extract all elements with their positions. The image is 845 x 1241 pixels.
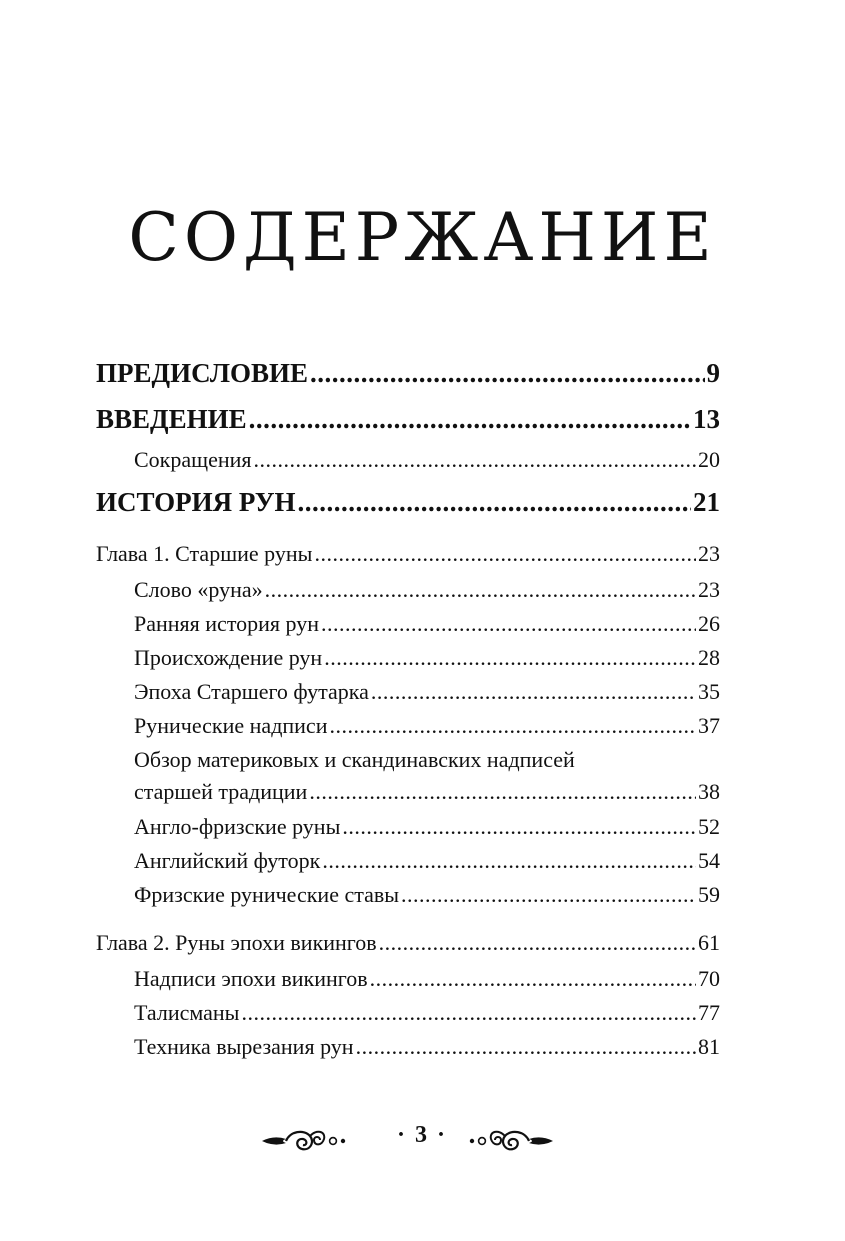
toc-entry-word-rune[interactable] [134, 577, 720, 603]
dot-leader [309, 779, 696, 805]
toc-entry-viking-inscriptions[interactable] [134, 966, 720, 992]
toc-page-number: 23 [698, 577, 720, 602]
toc-entry-chapter-2[interactable] [96, 930, 720, 956]
toc-page-number: 37 [698, 713, 720, 738]
toc-page-number: 21 [693, 487, 720, 517]
toc-entry-introduction[interactable] [96, 404, 720, 435]
dot-leader [401, 882, 696, 908]
dot-leader [379, 930, 696, 956]
toc-entry-title: Эпоха Старшего футарка [134, 679, 369, 704]
toc-entry-elder-futhark-era[interactable] [134, 679, 720, 705]
toc-page-number: 9 [706, 358, 720, 388]
scroll-ornament-icon [260, 1124, 350, 1158]
toc-entry-english-futhorc[interactable] [134, 848, 720, 874]
toc-page-number: 28 [698, 645, 720, 670]
dot-leader [371, 679, 696, 705]
toc-page-number: 59 [698, 882, 720, 907]
toc-entry-title: старшей традиции [134, 779, 308, 804]
toc-entry-overview[interactable] [134, 779, 720, 805]
toc-page-number: 38 [698, 779, 720, 804]
toc-entry-title: Надписи эпохи викингов [134, 966, 368, 991]
toc-entry-anglo-frisian[interactable] [134, 814, 720, 840]
page-title: СОДЕРЖАНИЕ [128, 199, 717, 276]
toc-page-number: 81 [698, 1034, 720, 1059]
toc-page-number: 35 [698, 679, 720, 704]
toc-entry-frisian-staves[interactable] [134, 882, 720, 908]
toc-page-number: 26 [698, 611, 720, 636]
toc-entry-title: ВВЕДЕНИЕ [96, 404, 247, 434]
toc-page-number: 13 [693, 404, 720, 434]
dot-leader [321, 611, 696, 637]
toc-entry-title: Английский футорк [134, 848, 321, 873]
toc-entry-carving-technique[interactable] [134, 1034, 720, 1060]
toc-entry-title: Ранняя история рун [134, 611, 320, 636]
dot-leader [329, 713, 696, 739]
dot-leader [324, 645, 696, 671]
toc-entry-overview-line-1[interactable]: Обзор материковых и скандинавских надписей [134, 747, 575, 772]
toc-entry-title: Рунические надписи [134, 713, 328, 738]
dot-leader [314, 541, 696, 567]
toc-page-number: 52 [698, 814, 720, 839]
toc-entry-talismans[interactable] [134, 1000, 720, 1026]
dot-leader [241, 1000, 696, 1026]
toc-entry-title: Сокращения [134, 447, 252, 472]
dot-leader [265, 577, 696, 603]
toc-entry-runic-inscriptions[interactable] [134, 713, 720, 739]
toc-entry-preface[interactable] [96, 358, 720, 389]
dot-leader [370, 966, 696, 992]
toc-page-number: 70 [698, 966, 720, 991]
dot-leader [342, 814, 696, 840]
toc-entry-title: ПРЕДИСЛОВИЕ [96, 358, 309, 388]
dot-leader [310, 358, 704, 389]
toc-page-number: 20 [698, 447, 720, 472]
toc-entry-title: Глава 2. Руны эпохи викингов [96, 930, 377, 955]
toc-entry-title: Англо-фризские руны [134, 814, 341, 839]
toc-page-number: 23 [698, 541, 720, 566]
dot-leader [356, 1034, 696, 1060]
toc-entry-abbreviations[interactable] [134, 447, 720, 473]
toc-entry-title: Фризские рунические ставы [134, 882, 400, 907]
page-number: · 3 · [396, 1122, 447, 1148]
toc-entry-title: Происхождение рун [134, 645, 323, 670]
toc-page-number: 54 [698, 848, 720, 873]
toc-entry-title: Слово «руна» [134, 577, 263, 602]
toc-entry-title: Талисманы [134, 1000, 240, 1025]
toc-entry-chapter-1[interactable] [96, 541, 720, 567]
toc-entry-title: Глава 1. Старшие руны [96, 541, 313, 566]
toc-page-number: 61 [698, 930, 720, 955]
toc-entry-title: ИСТОРИЯ РУН [96, 487, 296, 517]
toc-page-number: 77 [698, 1000, 720, 1025]
toc-entry-early-history[interactable] [134, 611, 720, 637]
dot-leader [298, 487, 691, 518]
dot-leader [249, 404, 691, 435]
page-footer [0, 1120, 845, 1160]
scroll-ornament-icon [465, 1124, 555, 1158]
toc-entry-history-of-runes[interactable] [96, 487, 720, 518]
dot-leader [254, 447, 697, 473]
toc-entry-title: Техника вырезания рун [134, 1034, 354, 1059]
toc-entry-origin[interactable] [134, 645, 720, 671]
dot-leader [322, 848, 696, 874]
